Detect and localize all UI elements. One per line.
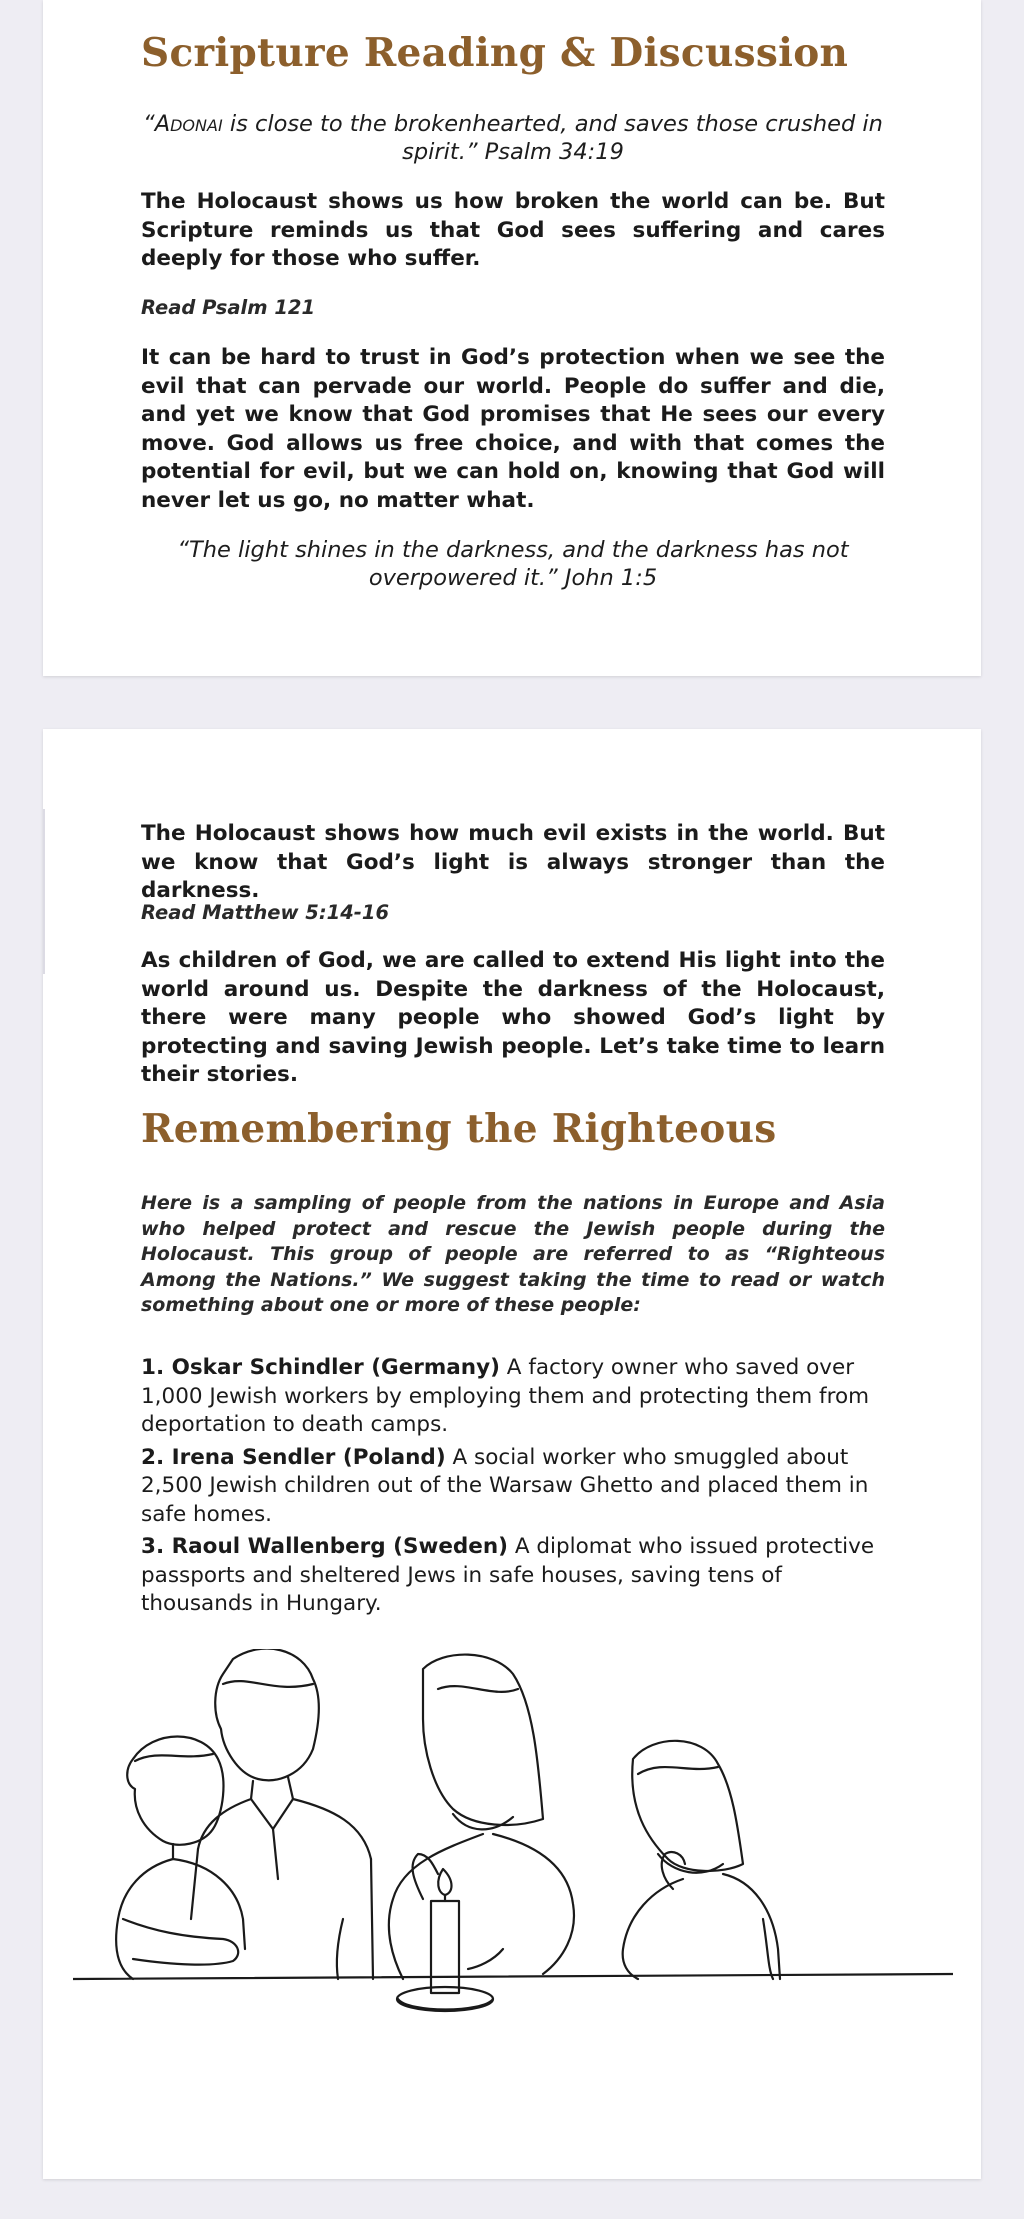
person-name: 2. Irena Sendler (Poland) [141, 1444, 446, 1470]
father-figure [191, 1649, 373, 1979]
family-candle-illustration [73, 1649, 953, 2049]
boy-figure [116, 1737, 245, 1980]
psalm-quote-text: is close to the brokenhearted, and saves those crushed in spirit.” Psalm 34:19 [222, 111, 883, 165]
girl-figure [623, 1741, 780, 1979]
page-2 [43, 729, 981, 2179]
list-item [141, 1354, 885, 1440]
quote-open: “ [143, 111, 155, 137]
paragraph-evil-light: The Holocaust shows how much evil exists in the world. But we know that God’s light is always stronger than the darkness. [141, 821, 885, 903]
list-item [141, 1444, 885, 1530]
section-title-scripture: Scripture Reading & Discussion [141, 30, 849, 76]
person-name: 1. Oskar Schindler (Germany) [141, 1355, 500, 1380]
psalm-quote [141, 110, 885, 166]
mother-figure [389, 1655, 574, 1979]
john-quote: “The light shines in the darkness, and the darkness has not overpowered it.” John 1:5 [177, 537, 849, 591]
read-matthew: Read Matthew 5:14-16 [141, 901, 390, 924]
person-desc: A social worker who smuggled about 2,500 Jewish children out of the Warsaw Ghetto and placed them in safe homes. [141, 1444, 869, 1527]
section-title-righteous: Remembering the Righteous [141, 1106, 777, 1152]
paragraph-children-of-god: As children of God, we are called to extend His light into the world around us. Despite the darkness of the Holocaust, there were many people who showed God’s light by protecting and saving Jewish people. Let’s take time to learn their stories. [141, 948, 885, 1087]
person-name: 3. Raoul Wallenberg (Sweden) [141, 1534, 509, 1559]
page-1 [43, 0, 981, 676]
person-desc: A diplomat who issued protective passports and sheltered Jews in safe houses, saving tens of thousands in Hungary. [141, 1534, 875, 1616]
read-psalm-121: Read Psalm 121 [141, 296, 316, 319]
list-item [141, 1533, 885, 1619]
candle-icon [397, 1869, 493, 2011]
paragraph-broken-world: The Holocaust shows us how broken the world can be. But Scripture reminds us that God sees suffering and cares deeply for those who suffer. [141, 189, 885, 271]
adonai-word: Adonai [154, 111, 223, 137]
margin-marker [43, 809, 45, 974]
person-desc: A factory owner who saved over 1,000 Jewish workers by employing them and protecting them from deportation to death camps. [141, 1355, 870, 1437]
righteous-intro: Here is a sampling of people from the nations in Europe and Asia who helped protect and rescue the Jewish people during the Holocaust. This group of people are referred to as “Righteous Among the Nations.” We suggest taking the time to read or watch something about one or more of these people: [141, 1192, 885, 1316]
table-line [73, 1974, 953, 1979]
righteous-list [141, 1354, 885, 1619]
paragraph-trust: It can be hard to trust in God’s protection when we see the evil that can pervade our world. People do suffer and die, and yet we know that God promises that He sees our every move. God allows us free choice, and with that comes the potential for evil, but we can hold on, knowing that God will never let us go, no matter what. [141, 345, 885, 513]
